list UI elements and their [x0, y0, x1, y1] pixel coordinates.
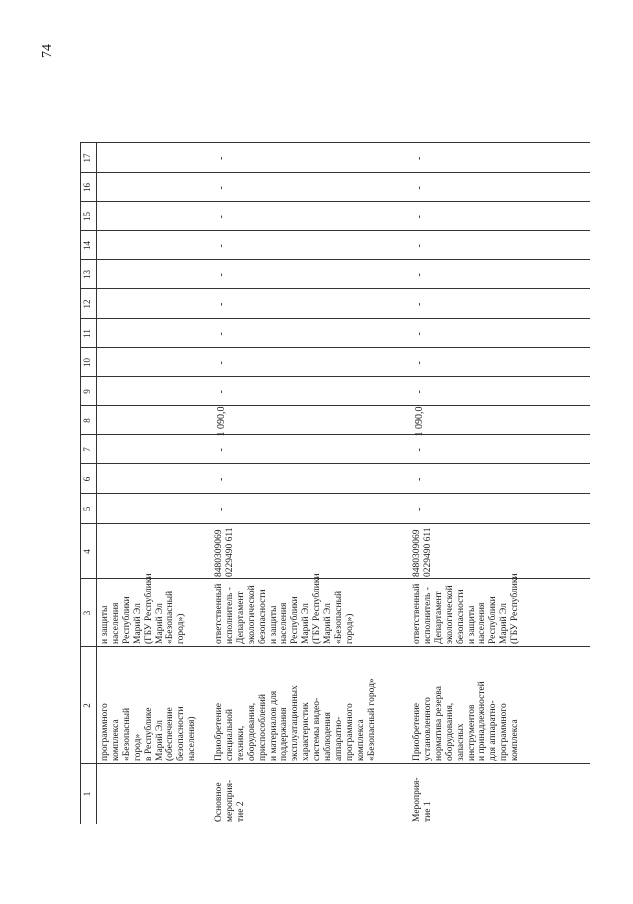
- text-line: оборудования,: [444, 702, 455, 761]
- text-line: и защиты: [268, 605, 279, 644]
- empty-value-dash: -: [414, 215, 425, 219]
- column-rule: [80, 172, 590, 173]
- column-number: 10: [82, 358, 92, 367]
- empty-value-dash: -: [414, 448, 425, 452]
- responsible-executor: [412, 573, 521, 644]
- column-rule: [80, 318, 590, 319]
- budget-code: [214, 527, 236, 577]
- text-line: программного: [499, 703, 510, 761]
- text-line: приспособлений: [257, 694, 268, 761]
- text-line: Республики: [290, 596, 301, 644]
- column-number: 7: [82, 447, 92, 452]
- column-rule: [80, 259, 590, 260]
- column-rule: [80, 230, 590, 231]
- text-line: комплекса: [110, 719, 121, 761]
- responsible-executor: [214, 573, 356, 644]
- empty-value-dash: -: [414, 361, 425, 365]
- empty-value-dash: -: [216, 507, 227, 511]
- text-line: Марий Эл: [154, 603, 165, 644]
- text-line: оборудования,: [246, 702, 257, 761]
- empty-value-dash: -: [216, 273, 227, 277]
- empty-value-dash: -: [414, 302, 425, 306]
- empty-value-dash: -: [414, 332, 425, 336]
- text-line: Департамент: [433, 591, 444, 644]
- text-line: Республики: [488, 596, 499, 644]
- row-rule: [96, 143, 97, 824]
- text-line: системы видео-: [312, 697, 323, 761]
- text-line: комплекса: [355, 719, 366, 761]
- text-line: инструментов: [466, 704, 477, 761]
- text-line: 8480309069: [214, 529, 224, 577]
- text-line: техники,: [235, 725, 246, 761]
- page-number: 74: [40, 44, 55, 58]
- text-line: Республики: [121, 596, 132, 644]
- text-line: аппаратно-: [333, 716, 344, 761]
- row-rule: [80, 143, 81, 824]
- text-line: эксплуатационных: [290, 685, 301, 761]
- text-line: Марий Эл: [499, 603, 510, 644]
- text-line: безопасности: [176, 706, 187, 761]
- column-rule: [80, 142, 590, 143]
- text-line: Марий Эл: [323, 603, 334, 644]
- text-line: «Безопасный: [121, 707, 132, 761]
- text-line: Основное: [214, 782, 224, 822]
- empty-value-dash: -: [216, 215, 227, 219]
- column-number: 15: [82, 212, 92, 221]
- text-line: и принадлежностей: [477, 681, 488, 761]
- empty-value-dash: -: [216, 332, 227, 336]
- column-rule: [80, 376, 590, 377]
- text-line: населения: [110, 602, 121, 644]
- text-line: 0229490 611: [224, 527, 235, 577]
- column-rule: [80, 646, 590, 647]
- text-line: Марий Эл: [154, 720, 165, 761]
- text-line: наблюдения: [323, 712, 334, 761]
- measure-description: [214, 678, 378, 761]
- text-line: город»): [176, 613, 187, 644]
- text-line: ответственный: [214, 583, 224, 644]
- column-rule: [80, 201, 590, 202]
- text-line: 8480309069: [412, 529, 422, 577]
- column-number: 4: [82, 549, 92, 554]
- text-line: исполнитель -: [224, 587, 235, 644]
- text-line: для аппаратно-: [488, 700, 499, 761]
- text-line: город»: [132, 733, 143, 761]
- empty-value-dash: -: [216, 302, 227, 306]
- measure-label: [214, 780, 247, 822]
- text-line: специальной: [224, 709, 235, 761]
- text-line: тие 2: [235, 801, 246, 822]
- measure-description: [100, 703, 198, 761]
- text-line: (ГБУ Республики: [143, 573, 154, 644]
- funding-value: 1 090,0: [414, 406, 425, 437]
- text-line: и материалов для: [268, 690, 279, 761]
- text-line: населения: [477, 602, 488, 644]
- column-number: 8: [82, 418, 92, 423]
- empty-value-dash: -: [216, 390, 227, 394]
- empty-value-dash: -: [414, 477, 425, 481]
- column-number: 9: [82, 389, 92, 394]
- text-line: мероприя-: [224, 779, 235, 822]
- column-rule: [80, 463, 590, 464]
- column-number: 14: [82, 241, 92, 250]
- text-line: экологической: [444, 585, 455, 644]
- text-line: норматива резерва: [433, 686, 444, 761]
- empty-value-dash: -: [414, 390, 425, 394]
- text-line: безопасности: [257, 589, 268, 644]
- column-rule: [80, 493, 590, 494]
- text-line: Приобретение: [412, 703, 422, 761]
- text-line: Марий Эл: [132, 603, 143, 644]
- text-line: экологической: [246, 585, 257, 644]
- column-rule: [80, 763, 590, 764]
- empty-value-dash: -: [216, 477, 227, 481]
- text-line: Марий Эл: [301, 603, 312, 644]
- text-line: (обеспечение: [165, 707, 176, 761]
- text-line: Департамент: [235, 591, 246, 644]
- measure-label: [412, 778, 434, 823]
- text-line: город»): [344, 613, 355, 644]
- responsible-executor: [100, 573, 187, 644]
- data-table: [80, 39, 590, 824]
- empty-value-dash: -: [414, 507, 425, 511]
- column-rule: [80, 523, 590, 524]
- text-line: 0229490 611: [422, 527, 433, 577]
- text-line: исполнитель -: [422, 587, 433, 644]
- column-number: 17: [82, 153, 92, 163]
- text-line: (ГБУ Республики: [510, 573, 521, 644]
- text-line: безопасности: [455, 589, 466, 644]
- column-number: 6: [82, 476, 92, 482]
- column-rule: [80, 434, 590, 435]
- empty-value-dash: -: [216, 186, 227, 190]
- text-line: программного: [100, 703, 110, 761]
- column-number: 11: [82, 329, 92, 338]
- column-number: 13: [82, 270, 92, 279]
- text-line: программного: [344, 703, 355, 761]
- funding-value: 1 090,0: [216, 406, 227, 437]
- empty-value-dash: -: [216, 244, 227, 248]
- text-line: тие 1: [422, 801, 433, 822]
- text-line: (ГБУ Республики: [312, 573, 323, 644]
- text-line: в Республике: [143, 707, 154, 761]
- column-number: 12: [82, 299, 92, 309]
- text-line: запасных: [455, 723, 466, 761]
- text-line: населения: [279, 602, 290, 644]
- empty-value-dash: -: [414, 244, 425, 248]
- column-number: 3: [82, 610, 92, 616]
- text-line: Мероприя-: [412, 777, 422, 822]
- text-line: и защиты: [466, 605, 477, 644]
- column-number: 5: [82, 506, 92, 512]
- text-line: установленного: [422, 697, 433, 761]
- empty-value-dash: -: [414, 273, 425, 277]
- text-line: комплекса: [510, 719, 521, 761]
- empty-value-dash: -: [216, 448, 227, 452]
- column-number: 2: [82, 703, 92, 708]
- empty-value-dash: -: [414, 186, 425, 190]
- column-number: 1: [82, 791, 92, 797]
- column-rule: [80, 288, 590, 289]
- budget-code: [412, 527, 434, 577]
- empty-value-dash: -: [216, 156, 227, 160]
- empty-value-dash: -: [414, 156, 425, 160]
- text-line: поддержания: [279, 707, 290, 761]
- text-line: «Безопасный: [333, 590, 344, 644]
- text-line: ответственный: [412, 583, 422, 644]
- text-line: Приобретение: [214, 703, 224, 761]
- column-rule: [80, 347, 590, 348]
- text-line: населения): [187, 716, 198, 761]
- text-line: «Безопасный город»: [366, 678, 377, 761]
- text-line: и защиты: [100, 605, 110, 644]
- text-line: характеристик: [301, 702, 312, 761]
- empty-value-dash: -: [216, 361, 227, 365]
- column-number: 16: [82, 183, 92, 192]
- measure-description: [412, 681, 521, 761]
- text-line: «Безопасный: [165, 590, 176, 644]
- column-rule: [80, 405, 590, 406]
